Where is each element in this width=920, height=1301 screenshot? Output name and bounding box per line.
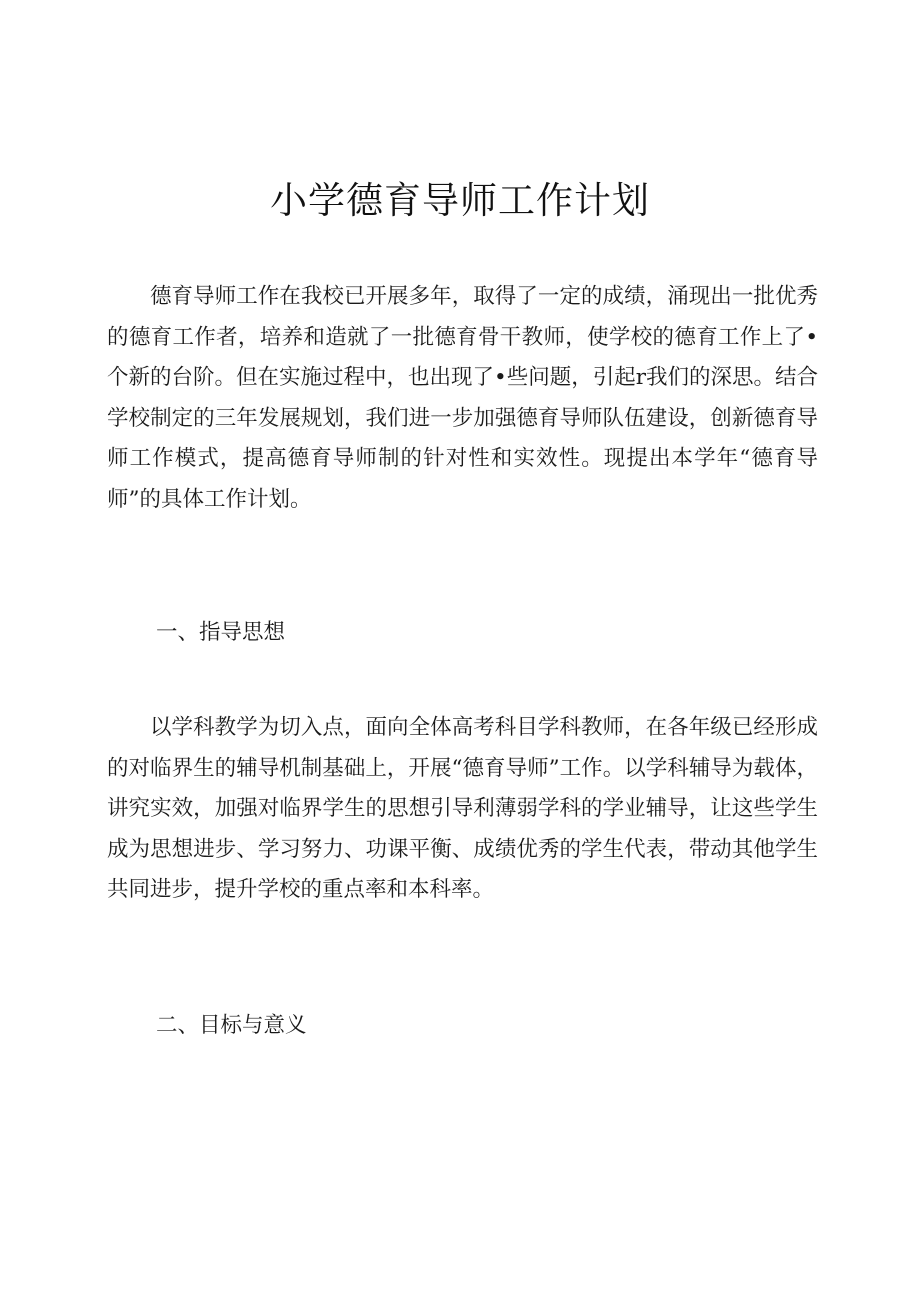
document-title: 小学德育导师工作计划	[270, 179, 650, 222]
section-heading-guiding-thought: 一、指导思想	[156, 620, 286, 645]
section-heading-goals: 二、目标与意义	[156, 1013, 307, 1038]
intro-paragraph: 德育导师工作在我校已开展多年，取得了一定的成绩，涌现出一批优秀的德育工作者，培养和造就了一批德育骨干教师，使学校的德育工作上了•个新的台阶。但在实施过程中，也出现了•些问题，引起r我们的深思。结合学校制定的三年发展规划，我们进一步加强德育导师队伍建设，创新德育导师工作模式，提高德育导师制的针对性和实效性。现提出本学年“德育导师”的具体工作计划。	[107, 284, 818, 512]
section-body-guiding-thought: 以学科教学为切入点，面向全体高考科目学科教师，在各年级已经形成的对临界生的辅导机制基础上，开展“德育导师”工作。以学科辅导为载体，讲究实效，加强对临界学生的思想引导利薄弱学科的学业辅导，让这些学生成为思想进步、学习努力、功课平衡、成绩优秀的学生代表，带动其他学生共同进步，提升学校的重点率和本科率。	[107, 715, 818, 902]
